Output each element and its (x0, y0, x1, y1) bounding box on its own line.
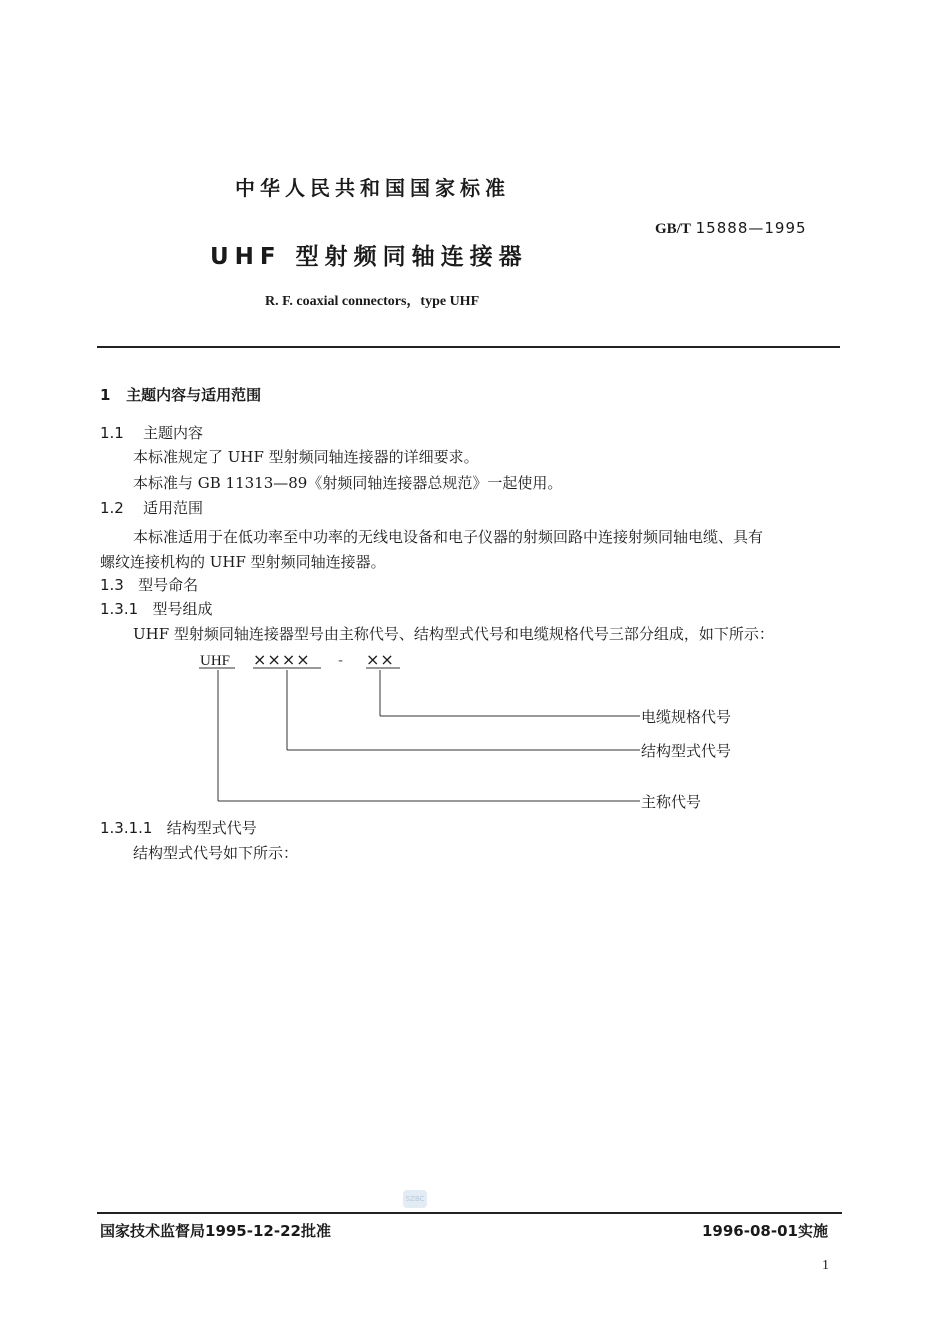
paragraph (100, 526, 842, 573)
diagram-cable-code: ×× (366, 650, 395, 669)
paragraph-line: 螺纹连接机构的 UHF 型射频同轴连接器。 (100, 553, 386, 571)
document-title: UHF 型射频同轴连接器 (210, 244, 528, 270)
paragraph: 本标准与 GB 11313—89《射频同轴连接器总规范》一起使用。 (133, 474, 563, 492)
section-title: 型号命名 (138, 576, 199, 594)
section-number: 1.1 (100, 424, 124, 442)
standard-code-number: 15888—1995 (695, 219, 807, 237)
paragraph: UHF 型射频同轴连接器型号由主称代号、结构型式代号和电缆规格代号三部分组成，如下所示： (133, 625, 774, 643)
watermark-logo: SZBC (403, 1190, 427, 1208)
diagram-dash: - (338, 653, 344, 669)
standard-code-prefix: GB/T (655, 221, 691, 237)
diagram-prefix: UHF (200, 653, 231, 669)
section-title: 结构型式代号 (166, 819, 257, 837)
section-title: 主题内容 (142, 424, 203, 442)
national-standard-heading: 中华人民共和国国家标准 (235, 176, 510, 200)
effective-date: 1996-08-01实施 (702, 1222, 828, 1240)
section-number: 1.3 (100, 576, 124, 594)
section-title: 适用范围 (142, 499, 203, 517)
section-1-3-heading (100, 574, 198, 596)
section-1-3-1-1-heading (100, 817, 257, 839)
label-cable-spec-code: 电缆规格代号 (641, 708, 732, 726)
section-title: 型号组成 (152, 600, 213, 618)
paragraph: 结构型式代号如下所示： (133, 844, 299, 862)
document-subtitle: R. F. coaxial connectors，type UHF (265, 294, 480, 309)
section-1-1-heading (100, 422, 203, 444)
approval-info: 国家技术监督局1995-12-22批准 (100, 1222, 331, 1240)
label-main-code: 主称代号 (641, 793, 702, 811)
model-code-diagram (195, 648, 755, 818)
section-1-2-heading (100, 497, 203, 519)
footer-divider (97, 1212, 842, 1214)
section-number: 1.3.1 (100, 600, 139, 618)
section-number: 1 (100, 386, 111, 404)
label-structure-code: 结构型式代号 (641, 742, 732, 760)
header-divider (97, 346, 840, 348)
diagram-structure-code: ×××× (253, 650, 311, 669)
section-number: 1.2 (100, 499, 124, 517)
section-title: 主题内容与适用范围 (126, 386, 262, 404)
paragraph: 本标准规定了 UHF 型射频同轴连接器的详细要求。 (133, 448, 479, 466)
section-1-heading (100, 384, 261, 405)
section-1-3-1-heading (100, 598, 213, 620)
standard-code (655, 219, 807, 238)
section-number: 1.3.1.1 (100, 819, 153, 837)
paragraph-line: 本标准适用于在低功率至中功率的无线电设备和电子仪器的射频回路中连接射频同轴电缆、具有 (133, 528, 764, 546)
page-number: 1 (822, 1258, 829, 1273)
